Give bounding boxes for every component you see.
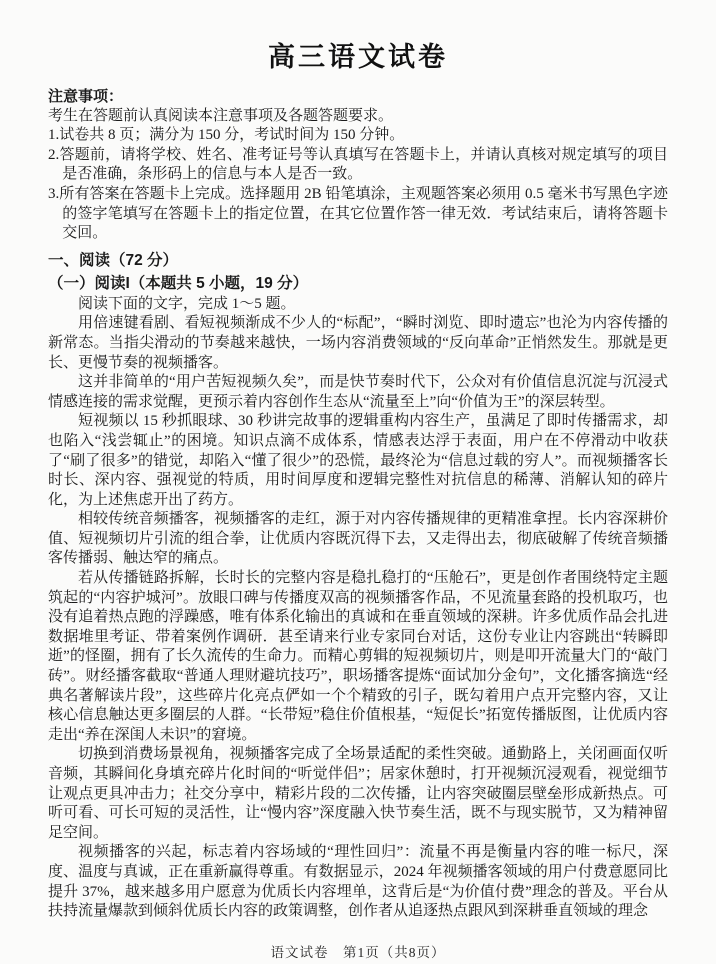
passage-paragraph-2: 这并非简单的“用户苦短视频久矣”，而是快节奏时代下，公众对有价值信息沉淀与沉浸式情感连接的需求觉醒，更预示着内容创作生态从“流量至上”向“价值为王”的深层转型。 bbox=[48, 374, 668, 410]
passage-paragraph-6: 切换到消费场景视角，视频播客完成了全场景适配的柔性突破。通勤路上，关闭画面仅听音频，其瞬间化身填充碎片化时间的“听觉伴侣”；居家休憩时，打开视频沉浸观看，视觉细节让观点更具冲击力；社交分享中，精彩片段的二次传播，让内容突破圈层壁垒形成新热点。可听可看、可长可短的灵活性，让“慢内容”深度融入快节奏生活，既不与现实脱节，又为精神留足空间。 bbox=[48, 746, 668, 841]
passage-paragraph-1: 用倍速键看剧、看短视频渐成不少人的“标配”，“瞬时浏览、即时遗忘”也沦为内容传播的新常态。当指尖滑动的节奏越来越快，一场内容消费领域的“反向革命”正悄然发生。那就是更长、更慢节奏的视频播客。 bbox=[48, 315, 668, 371]
notice-item-1: 1.试卷共 8 页；满分为 150 分，考试时间为 150 分钟。 bbox=[48, 127, 405, 144]
notice-section bbox=[48, 87, 668, 244]
notice-intro: 考生在答题前认真阅读本注意事项及各题答题要求。 bbox=[48, 107, 394, 124]
notice-heading: 注意事项： bbox=[48, 88, 124, 105]
passage-instruction: 阅读下面的文字，完成 1～5 题。 bbox=[78, 295, 296, 312]
passage-paragraph-7: 视频播客的兴起，标志着内容场域的“理性回归”：流量不再是衡量内容的唯一标尺，深度、温度与真诚，正在重新赢得尊重。有数据显示，2024 年视频播客领域的用户付费意愿同比提升 37%，越来越多用户愿意为优质长内容埋单，这背后是“为价值付费”理念的普及。平台从扶持流量爆款到倾斜优质长内容的政策调整，创作者从追逐热点跟风到深耕垂直领域的理念 bbox=[48, 844, 668, 920]
subsection-heading-reading-1: （一）阅读I（本题共 5 小题，19 分） bbox=[48, 274, 309, 292]
section-heading-reading: 一、阅读（72 分） bbox=[48, 251, 179, 269]
passage-paragraph-4: 相较传统音频播客，视频播客的走红，源于对内容传播规律的更精准拿捏。长内容深耕价值、短视频切片引流的组合拳，让优质内容既沉得下去，又走得出去，彻底破解了传统音频播客传播弱、触达窄的痛点。 bbox=[48, 511, 668, 567]
notice-item-3: 3.所有答案在答题卡上完成。选择题用 2B 铅笔填涂，主观题答案必须用 0.5 毫米书写黑色字迹的签字笔填写在答题卡上的指定位置，在其它位置作答一律无效．考试结束后，请将答题卡交回。 bbox=[48, 185, 668, 242]
passage-paragraph-3: 短视频以 15 秒抓眼球、30 秒讲完故事的逻辑重构内容生产，虽满足了即时传播需求，却也陷入“浅尝辄止”的困境。知识点滴不成体系，情感表达浮于表面，用户在不停滑动中收获了“刷了很多”的错觉，却陷入“懂了很少”的恐慌，最终沦为“信息过载的穷人”。而视频播客长时长、深内容、强视觉的特质，用时间厚度和逻辑完整性对抗信息的稀薄、消解认知的碎片化，为上述焦虑开出了药方。 bbox=[48, 413, 668, 508]
page-title: 高三语文试卷 bbox=[268, 42, 448, 72]
reading-passage bbox=[48, 295, 668, 922]
page-footer: 语文试卷 第1页（共8页） bbox=[270, 945, 446, 960]
notice-item-2: 2.答题前，请将学校、姓名、准考证号等认真填写在答题卡上，并请认真核对规定填写的项目是否准确，条形码上的信息与本人是否一致。 bbox=[48, 146, 668, 183]
passage-paragraph-5: 若从传播链路拆解，长时长的完整内容是稳扎稳打的“压舱石”，更是创作者围绕特定主题筑起的“内容护城河”。放眼口碑与传播度双高的视频播客作品，不见流量套路的投机取巧，也没有追着热点跑的浮躁感，唯有体系化输出的真诚和在垂直领域的深耕。许多优质作品会扎进数据堆里考证、带着案例作调研．甚至请来行业专家同台对话，这份专业让内容跳出“转瞬即逝”的怪圈，拥有了长久流传的生命力。而精心剪辑的短视频切片，则是叩开流量大门的“敲门砖”。财经播客截取“普通人理财避坑技巧”，职场播客提炼“面试加分金句”，文化播客摘选“经典名著解读片段”，这些碎片化亮点俨如一个个精致的引子，既勾着用户点开完整内容，又让核心信息触达更多圈层的人群。“长带短”稳住价值根基，“短促长”拓宽传播版图，让优质内容走出“养在深闺人未识”的窘境。 bbox=[48, 570, 668, 743]
